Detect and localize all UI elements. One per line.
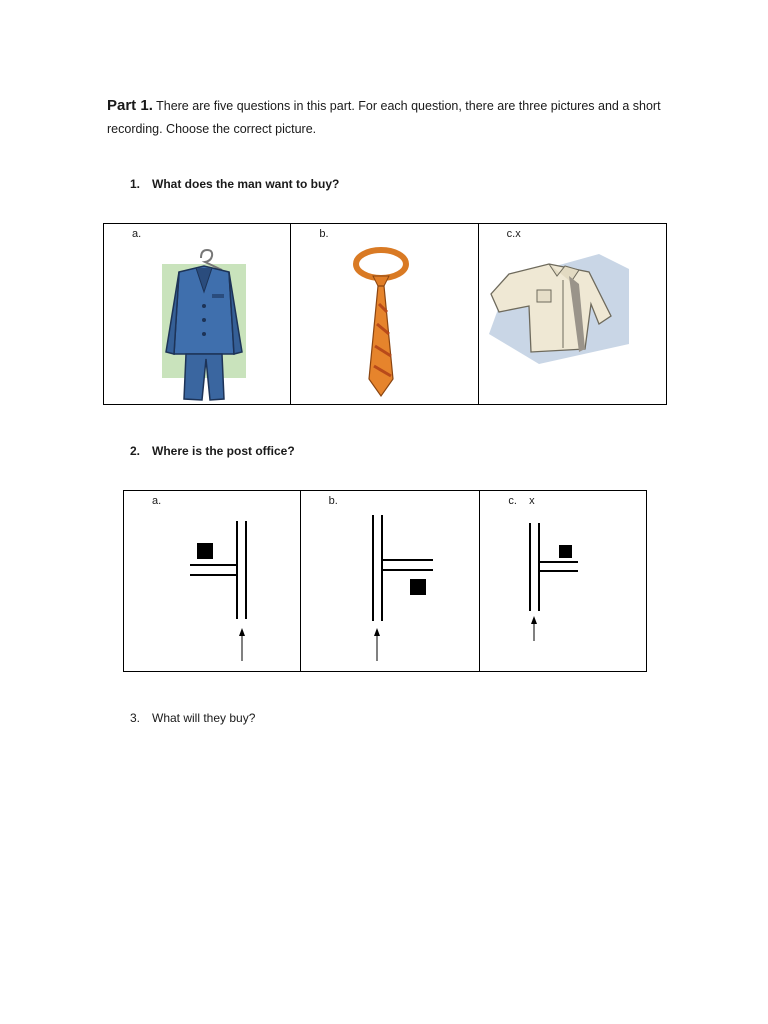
question-number: 3.	[130, 711, 141, 725]
question-3	[130, 711, 255, 725]
shirt-icon	[479, 224, 667, 404]
question-text: Where is the post office?	[152, 444, 295, 458]
option-label: a.	[152, 495, 162, 507]
question-2	[130, 444, 295, 458]
option-b[interactable]	[301, 491, 481, 671]
option-c[interactable]	[479, 224, 666, 404]
instructions	[107, 94, 667, 141]
post-office-icon	[197, 543, 213, 559]
question-1-options	[103, 223, 667, 405]
suit-icon	[104, 224, 292, 404]
option-label: b.	[319, 228, 329, 240]
option-label: b.	[328, 495, 338, 507]
tie-icon	[291, 224, 479, 404]
option-a[interactable]	[124, 491, 301, 671]
option-label: c. x	[508, 495, 535, 507]
instructions-text: There are five questions in this part. For each question, there are three pictures and a short recording. Choose the correct picture.	[107, 99, 661, 136]
map-right-turn-icon	[301, 491, 481, 671]
question-2-options	[123, 490, 647, 672]
question-number: 1.	[130, 177, 141, 191]
option-c[interactable]	[480, 491, 646, 671]
option-a[interactable]	[104, 224, 291, 404]
map-right-turn-icon	[480, 491, 646, 671]
post-office-icon	[410, 579, 426, 595]
part-label: Part 1.	[107, 97, 153, 114]
question-1	[130, 177, 339, 191]
question-text: What will they buy?	[152, 711, 256, 725]
option-label: a.	[132, 228, 142, 240]
post-office-icon	[559, 545, 572, 558]
option-b[interactable]	[291, 224, 478, 404]
map-left-turn-icon	[124, 491, 301, 671]
question-text: What does the man want to buy?	[152, 177, 340, 191]
option-label: c.x	[506, 228, 521, 240]
question-number: 2.	[130, 444, 141, 458]
